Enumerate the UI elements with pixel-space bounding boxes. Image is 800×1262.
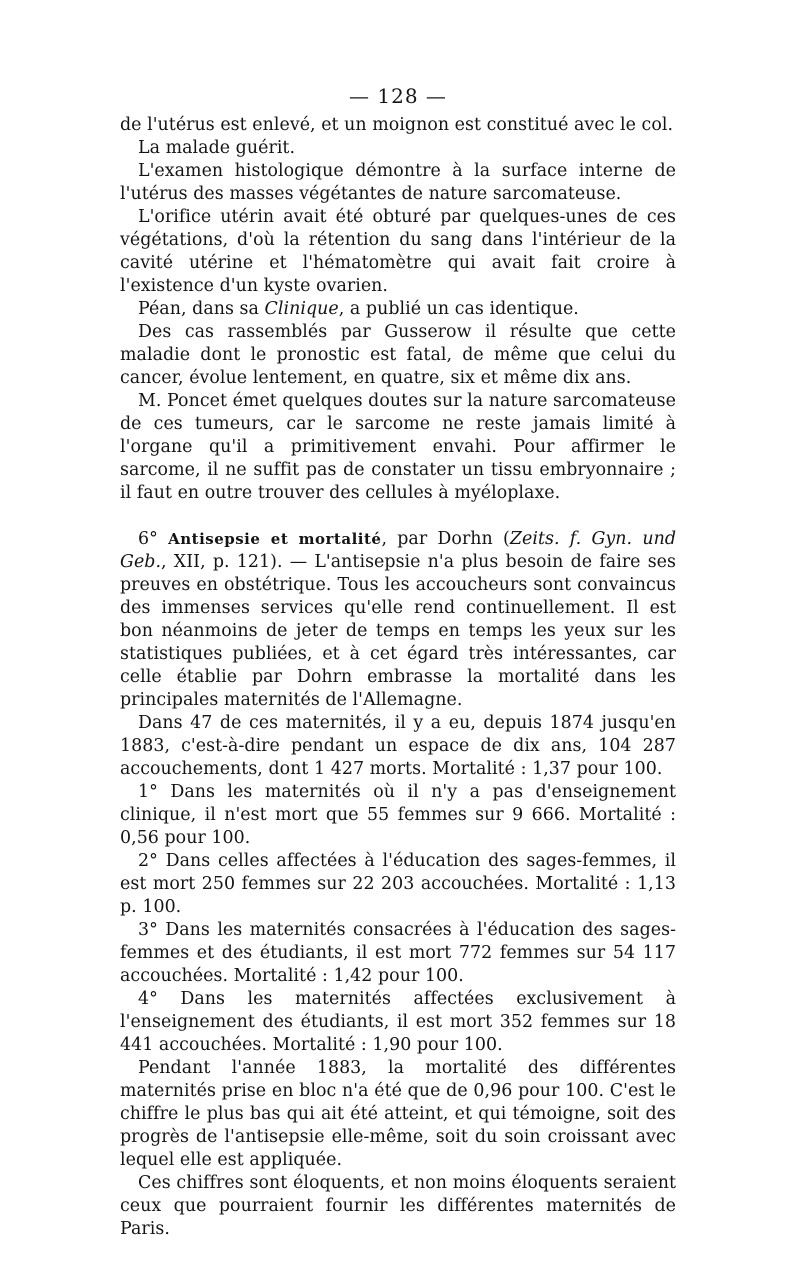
section-title: Antisepsie et mortalité — [168, 530, 382, 548]
paragraph-malade-guerit: La malade guérit. — [138, 138, 296, 158]
paragraph-47-maternites: Dans 47 de ces maternités, il y a eu, depuis 1874 jusqu'en 1883, c'est-à-dire pendant un espace de dix ans, 104 287 accouchements, dont 1 427 morts. Mortalité : 1,37 pour 100. — [120, 713, 676, 779]
section-by: , par Dorhn ( — [381, 529, 510, 549]
paragraph-conclusion: Ces chiffres sont éloquents, et non moins éloquents seraient ceux que pourraient fournir les différentes maternités de Paris. — [120, 1173, 676, 1239]
paragraph-pean — [120, 298, 676, 321]
page-number: — 128 — — [349, 84, 447, 108]
paragraph-orifice-uterin: L'orifice utérin avait été obturé par quelques-unes de ces végétations, d'où la rétention du sang dans l'intérieur de la cavité utérine et l'hématomètre qui avait fait croire à l'existence d'un kyste ovarien. — [120, 207, 676, 296]
paragraph-stat-3: 3° Dans les maternités consacrées à l'éducation des sages-femmes et des étudiants, il est mort 772 femmes sur 54 117 accouchées. Mortalité : 1,42 pour 100. — [120, 920, 676, 986]
pean-text-a: Péan, dans sa — [138, 299, 265, 319]
paragraph-stat-4: 4° Dans les maternités affectées exclusivement à l'enseignement des étudiants, il est mort 352 femmes sur 18 441 accouchées. Mortalité : 1,90 pour 100. — [120, 989, 676, 1055]
paragraph-annee-1883: Pendant l'année 1883, la mortalité des différentes maternités prise en bloc n'a été que de 0,96 pour 100. C'est le chiffre le plus bas qui ait été atteint, et qui témoigne, soit des progrès de l'antisepsie elle-même, soit du soin croissant avec lequel elle est appliquée. — [120, 1058, 676, 1170]
page-body — [120, 84, 676, 1241]
paragraph-poncet: M. Poncet émet quelques doutes sur la nature sarcomateuse de ces tumeurs, car le sarcome ne reste jamais limité à l'organe qu'il a primitivement envahi. Pour affirmer le sarcome, il ne suffit pas de constater un tissu embryonnaire ; il faut en outre trouver des cellules à myéloplaxe. — [120, 391, 677, 503]
section-text: , XII, p. 121). — L'antisepsie n'a plus besoin de faire ses preuves en obstétrique. Tous les accoucheurs sont convaincus des immenses services qu'elle rend continuellement. Il est bon néanmoins de jeter de temps en temps les yeux sur les statistiques publiées, et à cet égard très intéressantes, car celle établie par Dohrn embrasse la mortalité dans les principales maternités de l'Allemagne. — [120, 552, 676, 710]
paragraph-stat-2: 2° Dans celles affectées à l'éducation des sages-femmes, il est mort 250 femmes sur 22 203 accouchées. Mortalité : 1,13 p. 100. — [120, 851, 676, 917]
paragraph-stat-1: 1° Dans les maternités où il n'y a pas d'enseignement clinique, il n'est mort que 55 femmes sur 9 666. Mortalité : 0,56 pour 100. — [120, 782, 676, 848]
section-number: 6° — [138, 529, 169, 549]
paragraph-gusserow: Des cas rassemblés par Gusserow il résulte que cette maladie dont le pronostic est fatal, de même que celui du cancer, évolue lentement, en quatre, six et même dix ans. — [120, 322, 676, 388]
section-journal: Zeits. f. Gyn. und Geb. — [120, 529, 676, 572]
paragraph-continuation: de l'utérus est enlevé, et un moignon est constitué avec le col. — [120, 115, 674, 135]
pean-text-b: , a publié un cas identique. — [338, 299, 579, 319]
pean-clinique-italic: Clinique — [264, 299, 339, 319]
section-antisepsie — [120, 528, 676, 712]
paragraph-examen-histologique: L'examen histologique démontre à la surface interne de l'utérus des masses végétantes de nature sarcomateuse. — [120, 161, 676, 204]
